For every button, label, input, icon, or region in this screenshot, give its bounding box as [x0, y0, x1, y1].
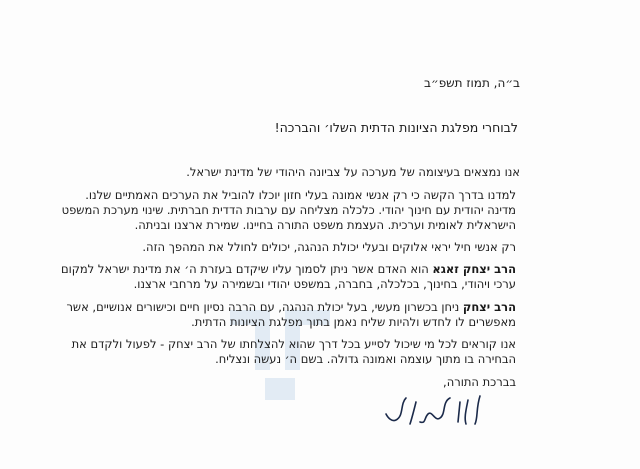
- candidate-name-short: הרב יצחק: [462, 300, 516, 314]
- paragraph-3: רק אנשי חיל יראי אלוקים ובעלי יכולת הנהגה, יכולים לחולל את המהפך הזה.: [142, 240, 516, 254]
- paragraph-4-line-2: ערכי ויהודי, בחינוך, בכלכלה, בחברה, במשפט יהודי ובשמירה על מרחבי ארצנו.: [133, 277, 516, 291]
- letter-closing: בברכת התורה,: [443, 375, 516, 389]
- paragraph-2-line-2: מדינה יהודית עם חינוך יהודי. כלכלה מצליחה עם ערבות הדדית חברתית. שינוי מערכת המשפט: [61, 203, 516, 217]
- paragraph-6-line-1: אנו קוראים לכל מי שיכול לסייע בכל דרך שהוא להצלחתו של הרב יצחק - לפעול ולקדם את: [71, 337, 516, 351]
- letter-date: ב״ה, תמוז תשפ״ב: [424, 76, 520, 90]
- paragraph-4-line-1: [28, 262, 516, 276]
- paragraph-2-line-3: הישראלית לאומית וערכית. העצמת משפט התורה בחיינו. שמירת ארצנו ובניתה.: [134, 218, 516, 232]
- letter-salutation: לבוחרי מפלגת הציונות הדתית השלו׳ והברכה!: [274, 120, 518, 135]
- paragraph-5-line-1-text: ניחן בכשרון מעשי, בעל יכולת הנהגה, עם הרבה נסיון חיים וכישורים אנושיים, אשר: [66, 300, 463, 314]
- paragraph-2-line-1: למדנו בדרך הקשה כי רק אנשי אמונה בעלי חזון יוכלו להוביל את הערכים האמתיים שלנו.: [85, 188, 516, 202]
- paragraph-1: אנו נמצאים בעיצומה של מערכה על צביונה היהודי של מדינת ישראל.: [186, 165, 520, 179]
- handwritten-signature-icon: [380, 388, 490, 430]
- paragraph-4-line-1-text: הוא האדם אשר ניתן לסמוך עליו שיקדם בעזרת ה׳ את מדינת ישראל למקום: [60, 262, 433, 276]
- paragraph-5-line-1: [28, 300, 516, 314]
- candidate-name-full: הרב יצחק זאגא: [432, 262, 516, 276]
- paragraph-6-line-2: הבחירה בו מתוך עוצמה ואמונה גדולה. בשם ה׳ נעשה ונצליח.: [215, 352, 516, 366]
- paragraph-5-line-2: מאפשרים לו לחדש ולהיות שליח נאמן בתוך מפלגת הציונות הדתית.: [191, 315, 516, 329]
